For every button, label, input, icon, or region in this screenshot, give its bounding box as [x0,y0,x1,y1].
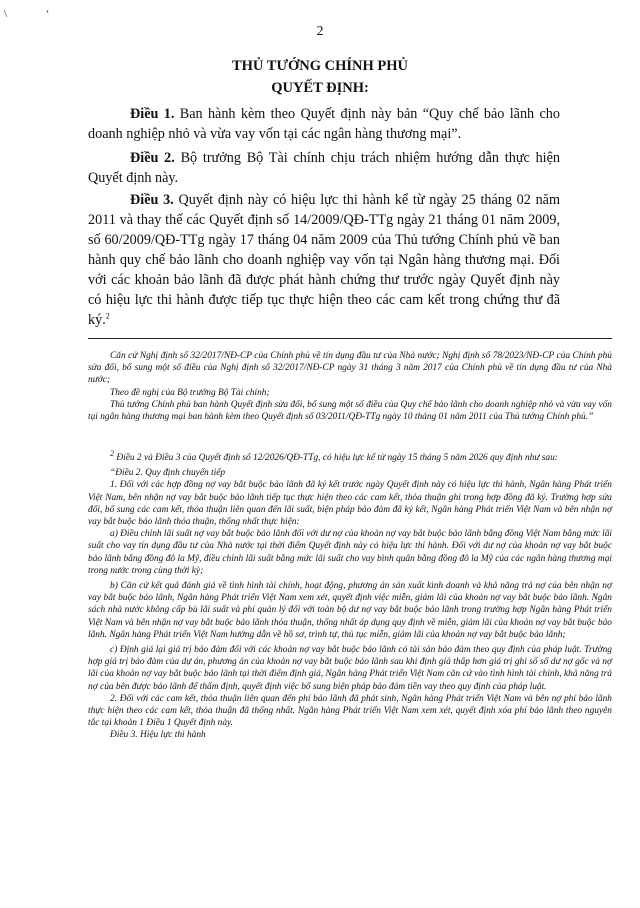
article-2-label: Điều 2. [130,150,175,166]
scan-corner-marks: \ ‘ [4,8,68,20]
footnote-2-para: c) Định giá lại giá trị bảo đảm đối với các khoản nợ vay bắt buộc bảo lãnh có tài sản bảo đảm theo quy định của pháp luật. Trường hợp giá trị bảo đảm của dự án, phương án của khoản nợ vay bắt buộc bảo lãnh sau khi định giá thấp hơn giá trị ghi sổ số dư nợ gốc và nợ lãi của khoản nợ vay bắt buộc bảo lãnh tại thời điểm định giá, Ngân hàng Phát triển Việt Nam căn cứ vào tình hình tài chính, khả năng trả nợ của bên được bảo lãnh để thẩm định, quyết định việc bổ sung biện pháp bảo đảm tiền vay theo quy định của pháp luật. [88,645,612,692]
footnote-1-para: Theo đề nghị của Bộ trưởng Bộ Tài chính; [110,387,270,398]
footnote-2-para: Điều 3. Hiệu lực thi hành [110,730,206,741]
article-2-text: Bộ trưởng Bộ Tài chính chịu trách nhiệm hướng dẫn thực hiện Quyết định này. [88,150,561,186]
page-number: 2 [316,24,324,39]
footnote-separator [88,338,612,339]
footnote-2 [88,448,612,742]
footnote-2-para: b) Căn cứ kết quả đánh giá về tình hình tài chính, hoạt động, phương án sản xuất kinh doanh và khả năng trả nợ của bên nhận nợ vay bắt buộc bảo lãnh, Ngân hàng Phát triển Việt Nam xem xét, quyết định việc miễn, giảm lãi của khoản nợ vay bắt buộc bảo lãnh. Ngân sách nhà nước không cấp bù lãi suất và phí quản lý đối với toàn bộ dư nợ vay bắt buộc bảo lãnh trong trường hợp Ngân hàng Phát triển Việt Nam và bên nhận nợ vay bắt buộc bảo lãnh thỏa thuận, thống nhất áp dụng quy định về miễn, giảm lãi của khoản nợ vay bắt buộc bảo lãnh. Ngân hàng Phát triển Việt Nam hướng dẫn về hồ sơ, trình tự, thủ tục miễn, giảm lãi của khoản nợ vay bắt buộc bảo lãnh; [88,581,612,640]
article-2 [88,148,560,188]
article-1-label: Điều 1. [130,106,175,122]
issuer-title: THỦ TƯỚNG CHÍNH PHỦ [231,58,409,74]
footnote-2-para: a) Điều chỉnh lãi suất nợ vay bắt buộc bảo lãnh đối với dư nợ của khoản nợ vay bắt buộc bảo lãnh bằng đồng Việt Nam bằng mức lãi suất cho vay tín dụng đầu tư của Nhà nước tại thời điểm Quyết định này có hiệu lực thi hành. Đối với dư nợ của khoản nợ vay bắt buộc bảo lãnh bằng đồng đô la Mỹ, điều chỉnh lãi suất bằng mức lãi suất cho vay bình quân bằng đồng đô la Mỹ của các ngân hàng thương mại trong nước trong cùng thời kỳ; [88,529,612,576]
article-1-text: Ban hành kèm theo Quyết định này bản “Quy chế bảo lãnh cho doanh nghiệp nhỏ và vừa vay vốn tại các ngân hàng thương mại”. [88,106,560,142]
article-1 [88,104,560,144]
article-3-label: Điều 3. [130,192,174,208]
footnote-1-para: Căn cứ Nghị định số 32/2017/NĐ-CP của Chính phủ về tín dụng đầu tư của Nhà nước; Nghị định số 78/2023/NĐ-CP của Chính phủ sửa đổi, bổ sung một số điều của Nghị định số 32/2017/NĐ-CP ngày 31 tháng 3 năm 2017 của Chính phủ về tín dụng đầu tư của Nhà nước; [88,351,612,386]
footnote-ref-2: 2 [105,311,110,321]
footnote-1 [88,350,612,423]
footnote-2-para: 2. Đối với các cam kết, thỏa thuận liên quan đến phí bảo lãnh đã phát sinh, Ngân hàng Phát triển Việt Nam và bên nợ phí bảo lãnh thực hiện theo các cam kết, thỏa thuận đã thống nhất. Ngân hàng Phát triển Việt Nam xem xét, quyết định xóa phí bảo lãnh theo nguyên tắc tại khoản 1 Điều 1 Quyết định này. [88,693,612,729]
footnote-2-para: 1. Đối với các hợp đồng nợ vay bắt buộc bảo lãnh đã ký kết trước ngày Quyết định này có hiệu lực thi hành, Ngân hàng Phát triển Việt Nam, bên nhận nợ vay bắt buộc bảo lãnh tiếp tục thực hiện theo các cam kết, thỏa thuận ghi trong hợp đồng đã ký. Trường hợp sửa đổi, bổ sung các cam kết, thỏa thuận liên quan đến lãi suất, biện pháp bảo đảm đã ký kết, Ngân hàng Phát triển Việt Nam và bên nhận nợ vay bắt buộc bảo lãnh thỏa thuận, thống nhất thực hiện: [88,480,612,528]
article-3 [88,190,560,330]
footnote-2-para: “Điều 2. Quy định chuyển tiếp [110,468,226,479]
decision-heading: QUYẾT ĐỊNH: [271,80,369,96]
footnote-2-lead: Điều 2 và Điều 3 của Quyết định số 12/2026/QĐ-TTg, có hiệu lực kể từ ngày 15 tháng 5 năm 2026 quy định như sau: [114,453,558,463]
article-3-text: Quyết định này có hiệu lực thi hành kể từ ngày 25 tháng 02 năm 2011 và thay thế các Quyết định số 14/2009/QĐ-TTg ngày 21 tháng 01 năm 2009, số 60/2009/QĐ-TTg ngày 17 tháng 04 năm 2009 của Thủ tướng Chính phủ về ban hành quy chế bảo lãnh cho doanh nghiệp vay vốn tại Ngân hàng thương mại. Đối với các khoản bảo lãnh đã được phát hành chứng thư trước ngày Quyết định này có hiệu lực thi hành được tiếp tục thực hiện theo các cam kết trong chứng thư đã ký. [88,192,561,328]
footnote-2-marker: 2 [110,448,114,458]
footnote-1-para: Thủ tướng Chính phủ ban hành Quyết định sửa đổi, bổ sung một số điều của Quy chế bảo lãnh cho doanh nghiệp nhỏ và vừa vay vốn tại ngân hàng thương mại ban hành kèm theo Quyết định số 03/2011/QĐ-TTg ngày 10 tháng 01 năm 2011 của Thủ tướng Chính phủ.” [88,399,612,423]
